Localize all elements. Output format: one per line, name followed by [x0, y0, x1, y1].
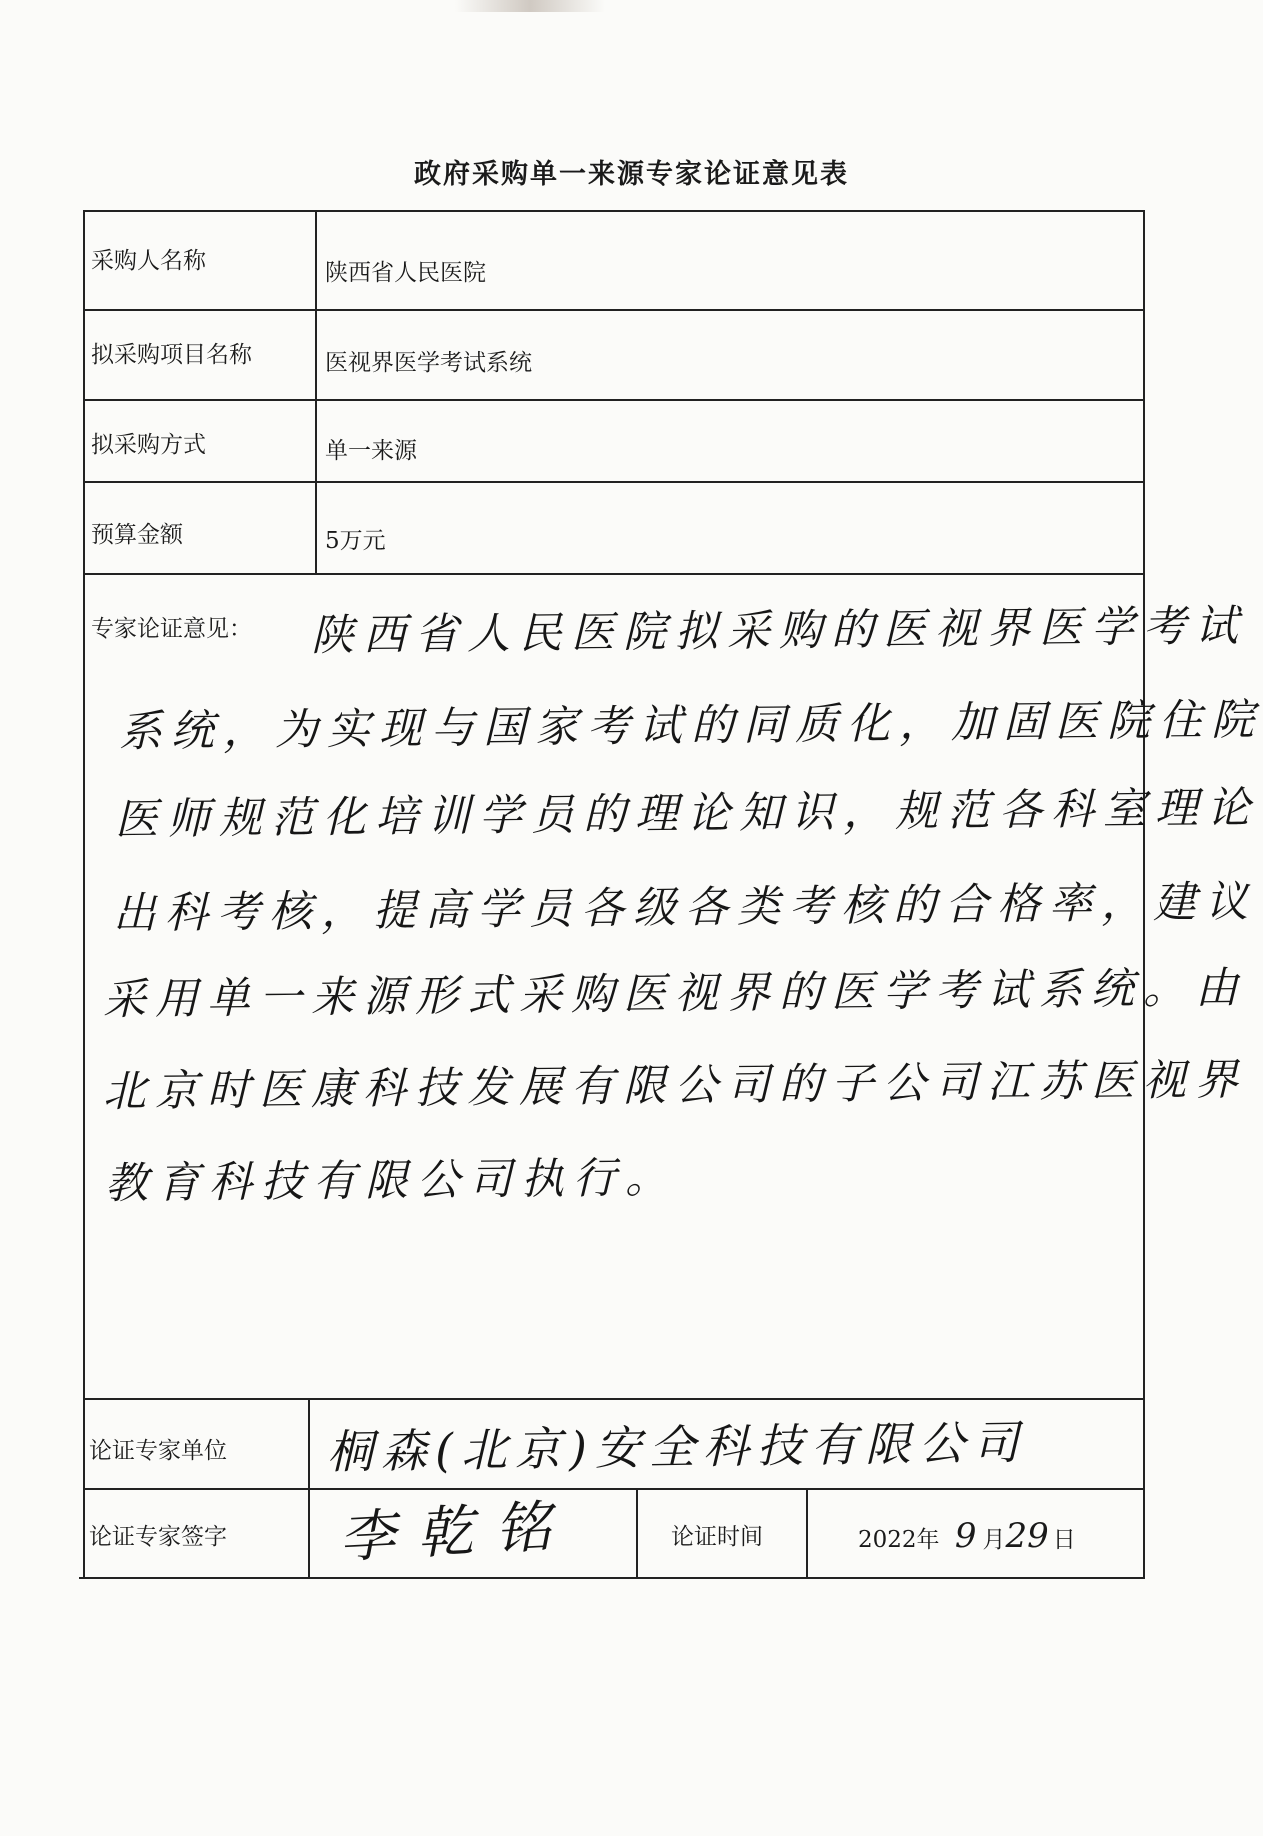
budget-label: 预算金额	[91, 522, 183, 548]
method-label: 拟采购方式	[91, 432, 206, 458]
opinion-line: 陕西省人民医院拟采购的医视界医学考试	[310, 601, 1248, 661]
project-value: 医视界医学考试系统	[325, 350, 532, 376]
purchaser-value: 陕西省人民医院	[325, 260, 486, 286]
page-edge-smudge	[455, 0, 605, 12]
opinion-label: 专家论证意见：	[91, 616, 252, 642]
table-border-bottom	[79, 1577, 1145, 1579]
opinion-line: 出科考核，提高学员各级各类考核的合格率，建议	[112, 877, 1258, 939]
opinion-line: 系统，为实现与国家考试的同质化，加固医院住院	[118, 695, 1263, 757]
review-time-label: 论证时间	[671, 1524, 763, 1550]
date-day-char: 日	[1052, 1527, 1076, 1553]
row-divider	[83, 309, 1145, 311]
review-date	[858, 1516, 1076, 1556]
expert-signature-label: 论证专家签字	[89, 1524, 227, 1550]
document-title: 政府采购单一来源专家论证意见表	[414, 159, 849, 190]
column-divider	[315, 210, 317, 573]
opinion-form-table	[83, 210, 1263, 1579]
row-divider	[83, 1398, 1145, 1400]
opinion-line: 医师规范化培训学员的理论知识，规范各科室理论	[114, 783, 1260, 845]
column-divider	[636, 1488, 638, 1579]
date-month-handwritten: 9	[954, 1516, 977, 1556]
column-divider	[806, 1488, 808, 1579]
budget-value: 5万元	[325, 528, 386, 554]
date-year: 2022	[858, 1527, 917, 1553]
table-border-top	[83, 210, 1145, 212]
row-divider	[83, 1488, 1145, 1490]
project-label: 拟采购项目名称	[91, 342, 252, 368]
date-month-char: 月	[982, 1527, 1006, 1553]
table-border-left	[83, 210, 85, 1579]
opinion-line: 北京时医康科技发展有限公司的子公司江苏医视界	[102, 1055, 1248, 1117]
expert-unit-label: 论证专家单位	[89, 1438, 227, 1464]
expert-signature: 李乾铭	[337, 1493, 575, 1571]
date-day-handwritten: 29	[1005, 1516, 1049, 1556]
row-divider	[83, 399, 1145, 401]
row-divider	[83, 573, 1145, 575]
opinion-line: 采用单一来源形式采购医视界的医学考试系统。由	[102, 963, 1248, 1025]
method-value: 单一来源	[325, 438, 417, 464]
opinion-line: 教育科技有限公司执行。	[104, 1153, 678, 1209]
date-year-char: 年	[916, 1527, 940, 1553]
expert-unit-handwriting: 桐森(北京)安全科技有限公司	[326, 1415, 1028, 1479]
row-divider	[83, 481, 1145, 483]
purchaser-label: 采购人名称	[91, 248, 206, 274]
column-divider	[308, 1398, 310, 1579]
